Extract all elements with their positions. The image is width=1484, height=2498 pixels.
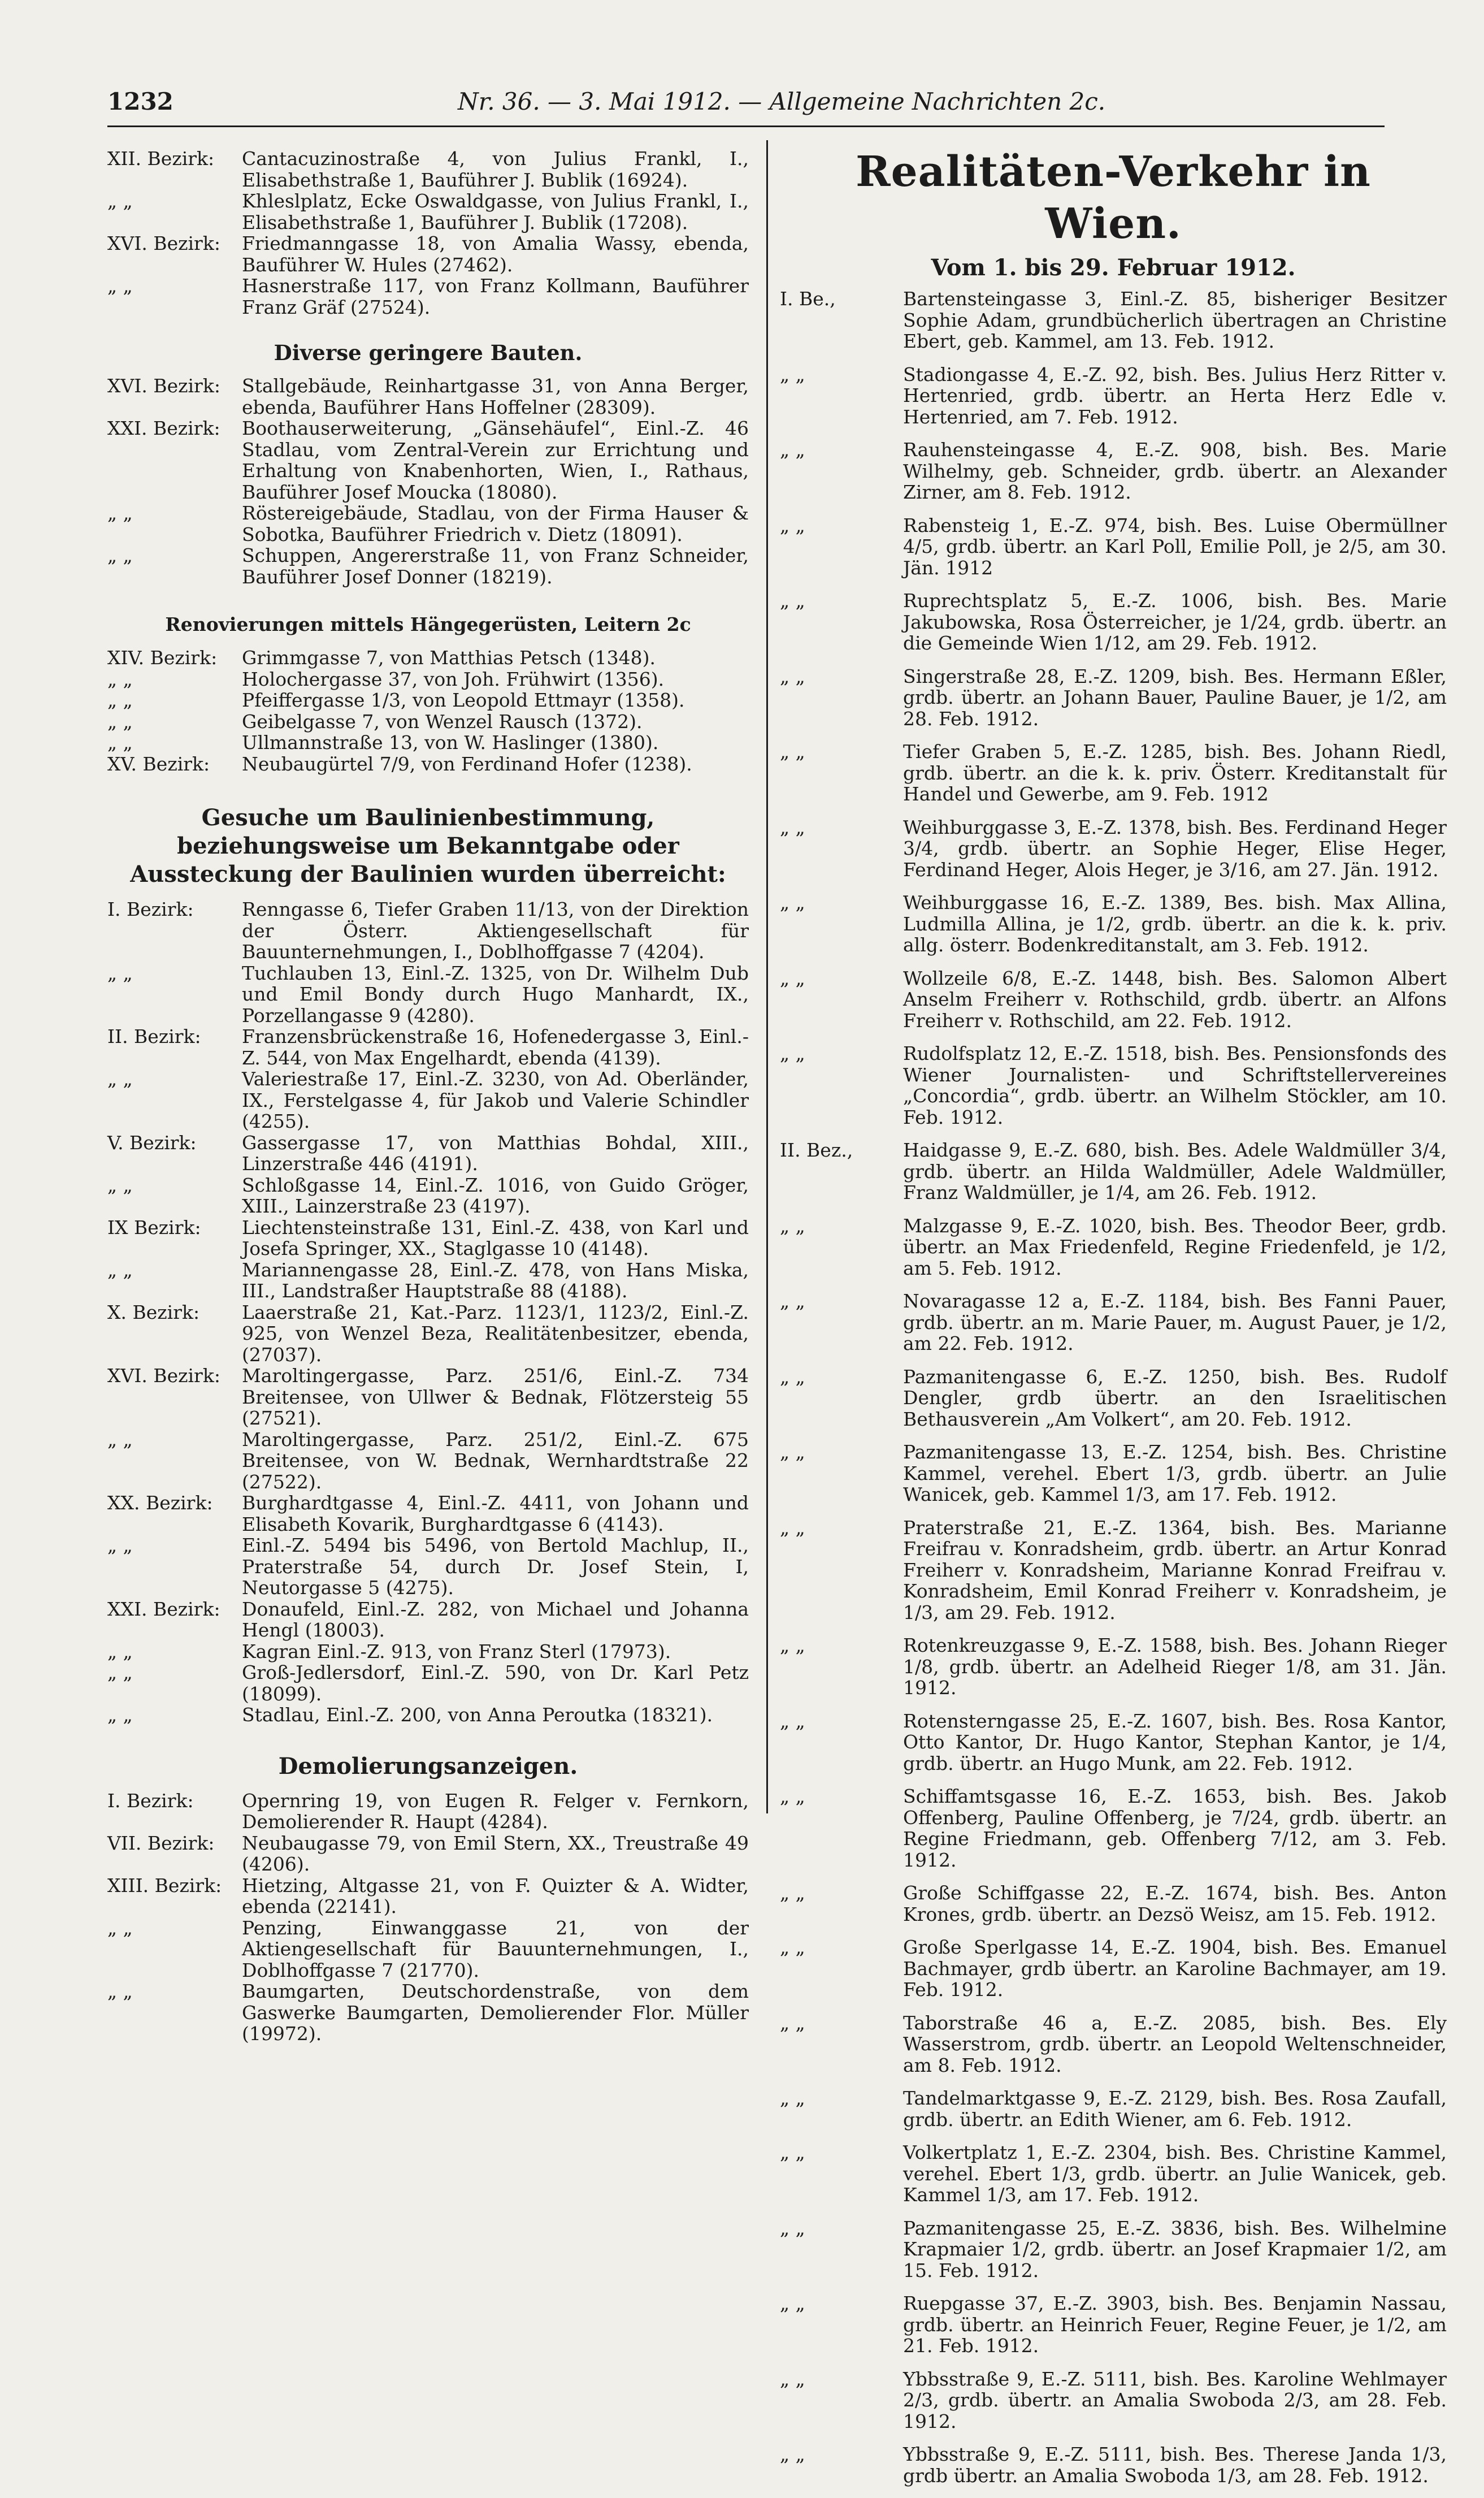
district-label: VII. Bezirk: xyxy=(107,1832,215,1854)
district-label: X. Bezirk: xyxy=(107,1301,200,1323)
entry xyxy=(107,418,749,503)
district-label: „ „ xyxy=(107,1704,133,1726)
entry xyxy=(107,1175,749,1217)
entry xyxy=(107,647,749,669)
entry xyxy=(107,669,749,690)
transfer-list xyxy=(780,288,1447,2486)
list-item xyxy=(780,2142,1447,2206)
district-label: „ „ xyxy=(107,190,133,212)
list-item xyxy=(780,1291,1447,1354)
entries-block-a xyxy=(107,148,749,318)
entry-text: Gassergasse 17, von Matthias Bohdal, XIII., Linzerstraße 446 (4191). xyxy=(242,1131,749,1175)
entry xyxy=(107,1259,749,1302)
district-label: „ „ xyxy=(107,1640,133,1663)
list-item xyxy=(780,2088,1447,2130)
district-label: „ „ xyxy=(107,275,133,297)
district-label: „ „ xyxy=(107,962,133,984)
list-item xyxy=(780,2218,1447,2281)
district-label: „ „ xyxy=(780,665,805,687)
entry xyxy=(107,503,749,545)
entry-text: Tiefer Graben 5, E.-Z. 1285, bish. Bes. Johann Riedl, grdb. übertr. an die k. k. priv. Österr. Kreditanstalt für Handel und Gewerbe, am 9. Feb. 1912 xyxy=(903,741,1447,805)
entry xyxy=(107,1492,749,1535)
entry-text: Pazmanitengasse 6, E.-Z. 1250, bish. Bes. Rudolf Dengler, grdb übertr. an den Israelitischen Bethausverein „Am Volkert“, am 20. Feb. 1912. xyxy=(903,1365,1447,1430)
list-item xyxy=(780,1366,1447,1430)
district-label: XIII. Bezirk: xyxy=(107,1874,222,1897)
right-column xyxy=(780,148,1447,2498)
entry xyxy=(107,1790,749,1833)
entry-text: Rabensteig 1, E.-Z. 974, bish. Bes. Luise Obermüllner 4/5, grdb. übertr. an Karl Poll, Emilie Poll, je 2/5, am 30. Jän. 1912 xyxy=(903,514,1447,579)
page-header xyxy=(107,85,1407,119)
entry xyxy=(107,754,749,775)
section-heading: Gesuche um Baulinienbestimmung, beziehungsweise um Bekanntgabe oder Aussteckung der Baulinien wurden überreicht: xyxy=(130,804,726,887)
entry xyxy=(107,1302,749,1366)
district-label: „ „ xyxy=(107,710,133,733)
district-label: „ „ xyxy=(780,1882,805,1904)
entry-text: Khleslplatz, Ecke Oswaldgasse, von Julius Frankl, I., Elisabethstraße 1, Bauführer J. Bublik (17208). xyxy=(242,190,749,233)
entry-text: Penzing, Einwanggasse 21, von der Aktiengesellschaft für Bauunternehmungen, I., Doblhoffgasse 7 (21770). xyxy=(242,1916,749,1981)
entry xyxy=(107,191,749,233)
entry-text: Franzensbrückenstraße 16, Hofenedergasse 3, Einl.-Z. 544, von Max Engelhardt, ebenda (4139). xyxy=(242,1025,749,1069)
entry-text: Grimmgasse 7, von Matthias Petsch (1348). xyxy=(242,647,656,669)
entry-text: Liechtensteinstraße 131, Einl.-Z. 438, von Karl und Josefa Springer, XX., Staglgasse 10 (4148). xyxy=(242,1216,749,1259)
entry-text: Renngasse 6, Tiefer Graben 11/13, von der Direktion der Österr. Aktiengesellschaft für Bauunternehmungen, I., Doblhoffgasse 7 (4204). xyxy=(242,898,749,963)
list-item xyxy=(780,1786,1447,1871)
entry-text: Neubaugürtel 7/9, von Ferdinand Hofer (1238). xyxy=(242,752,692,775)
district-label: „ „ xyxy=(107,1980,133,2002)
district-label: „ „ xyxy=(107,544,133,566)
district-label: „ „ xyxy=(780,967,805,989)
list-item xyxy=(780,741,1447,805)
district-label: „ „ xyxy=(780,2087,805,2109)
entry xyxy=(107,732,749,754)
entry-text: Malzgasse 9, E.-Z. 1020, bish. Bes. Theodor Beer, grdb. übertr. an Max Friedenfeld, Regine Friedenfeld, je 1/2, am 5. Feb. 1912. xyxy=(903,1214,1447,1279)
list-item xyxy=(780,288,1447,352)
entry-text: Stadlau, Einl.-Z. 200, von Anna Peroutka (18321). xyxy=(242,1704,713,1726)
district-label: „ „ xyxy=(107,1916,133,1939)
entry xyxy=(107,545,749,587)
entry xyxy=(107,1833,749,1875)
district-label: „ „ xyxy=(107,1661,133,1683)
entry-text: Taborstraße 46 a, E.-Z. 2085, bish. Bes. Ely Wasserstrom, grdb. übertr. an Leopold Weltenschneider, am 8. Feb. 1912. xyxy=(903,2011,1447,2076)
district-label: XIV. Bezirk: xyxy=(107,647,218,669)
entry-text: Neubaugasse 79, von Emil Stern, XX., Treustraße 49 (4206). xyxy=(242,1832,749,1875)
entry xyxy=(107,275,749,318)
column-rule xyxy=(766,140,768,1813)
district-label: I. Bezirk: xyxy=(107,898,194,920)
list-item xyxy=(780,590,1447,654)
list-item xyxy=(780,1711,1447,1774)
entry xyxy=(107,1662,749,1704)
district-label: „ „ xyxy=(107,689,133,711)
entry xyxy=(107,1535,749,1599)
district-label: „ „ xyxy=(780,514,805,536)
district-label: XXI. Bezirk: xyxy=(107,417,220,439)
section-heading: Renovierungen mittels Hängegerüsten, Leitern 2c xyxy=(165,613,691,635)
entry xyxy=(107,1068,749,1132)
entry xyxy=(107,711,749,733)
list-item xyxy=(780,1882,1447,1925)
entries-block-c xyxy=(107,647,749,774)
entry-text: Große Sperlgasse 14, E.-Z. 1904, bish. Bes. Emanuel Bachmayer, grdb übertr. an Karoline Bachmayer, am 19. Feb. 1912. xyxy=(903,1936,1447,2001)
list-item xyxy=(780,892,1447,956)
district-label: XX. Bezirk: xyxy=(107,1492,213,1514)
entry xyxy=(107,1365,749,1429)
district-label: „ „ xyxy=(107,1258,133,1281)
entry-text: Valeriestraße 17, Einl.-Z. 3230, von Ad. Oberländer, IX., Ferstelgasse 4, für Jakob und Valerie Schindler (4255). xyxy=(242,1068,749,1132)
entry-text: Stallgebäude, Reinhartgasse 31, von Anna Berger, ebenda, Bauführer Hans Hoffelner (28309). xyxy=(242,375,749,418)
entry-text: Rotensterngasse 25, E.-Z. 1607, bish. Bes. Rosa Kantor, Otto Kantor, Dr. Hugo Kantor, Stephan Kantor, je 1/4, grdb. übertr. an Hugo Munk, am 22. Feb. 1912. xyxy=(903,1709,1447,1774)
entry-text: Bartensteingasse 3, Einl.-Z. 85, bisheriger Besitzer Sophie Adam, grundbücherlich übertragen an Christine Ebert, geb. Kammel, am 13. Feb. 1912. xyxy=(903,288,1447,352)
district-label: „ „ xyxy=(780,1441,805,1463)
entry-text: Holochergasse 37, von Joh. Frühwirt (1356). xyxy=(242,668,665,690)
entry-text: Singerstraße 28, E.-Z. 1209, bish. Bes. Hermann Eßler, grdb. übertr. an Johann Bauer, Pauline Bauer, je 1/2, am 28. Feb. 1912. xyxy=(903,665,1447,730)
district-label: „ „ xyxy=(780,439,805,461)
district-label: „ „ xyxy=(780,1936,805,1958)
entry-text: Weihburggasse 3, E.-Z. 1378, bish. Bes. Ferdinand Heger 3/4, grdb. übertr. an Sophie Heger, Elise Heger, Ferdinand Heger, Alois Heger, je 3/16, am 27. Jän. 1912. xyxy=(903,816,1447,881)
entry xyxy=(107,148,749,191)
district-label: „ „ xyxy=(780,2367,805,2390)
entry-text: Friedmanngasse 18, von Amalia Wassy, ebenda, Bauführer W. Hules (27462). xyxy=(242,232,749,276)
list-item xyxy=(780,666,1447,730)
entry-text: Pazmanitengasse 25, E.-Z. 3836, bish. Bes. Wilhelmine Krapmaier 1/2, grdb. übertr. an Josef Krapmaier 1/2, am 15. Feb. 1912. xyxy=(903,2216,1447,2281)
entry-text: Haidgasse 9, E.-Z. 680, bish. Bes. Adele Waldmüller 3/4, grdb. übertr. an Hilda Waldmüller, Adele Waldmüller, Franz Waldmüller, je 1/4, am 26. Feb. 1912. xyxy=(903,1139,1447,1203)
district-label: „ „ xyxy=(107,668,133,690)
entry-text: Röstereigebäude, Stadlau, von der Firma Hauser & Sobotka, Bauführer Friedrich v. Dietz (18091). xyxy=(242,502,749,546)
entry-text: Burghardtgasse 4, Einl.-Z. 4411, von Johann und Elisabeth Kovarik, Burghardtgasse 6 (4143). xyxy=(242,1492,749,1535)
district-label: „ „ xyxy=(780,1290,805,1312)
entry-text: Ybbsstraße 9, E.-Z. 5111, bish. Bes. Karoline Wehlmayer 2/3, grdb. übertr. an Amalia Swoboda 2/3, am 28. Feb. 1912. xyxy=(903,2367,1447,2432)
district-label: „ „ xyxy=(780,816,805,838)
page-number: 1232 xyxy=(107,88,173,115)
district-label: XII. Bezirk: xyxy=(107,148,215,170)
list-item xyxy=(780,439,1447,503)
section-subtitle: Vom 1. bis 29. Februar 1912. xyxy=(931,254,1296,281)
list-item xyxy=(780,515,1447,579)
entry-text: Wollzeile 6/8, E.-Z. 1448, bish. Bes. Salomon Albert Anselm Freiherr v. Rothschild, grdb. übertr. an Alfons Freiherr v. Rothschild, am 22. Feb. 1912. xyxy=(903,967,1447,1032)
entry xyxy=(107,899,749,963)
district-label: „ „ xyxy=(107,502,133,524)
entry-text: Kagran Einl.-Z. 913, von Franz Sterl (17973). xyxy=(242,1640,671,1663)
entry-text: Ybbsstraße 9, E.-Z. 5111, bish. Bes. Therese Janda 1/3, grdb übertr. an Amalia Swoboda 1/3, am 28. Feb. 1912. xyxy=(903,2443,1447,2487)
entry-text: Hietzing, Altgasse 21, von F. Quizter & A. Widter, ebenda (22141). xyxy=(242,1874,749,1917)
district-label: „ „ xyxy=(780,1365,805,1388)
district-label: „ „ xyxy=(780,2292,805,2314)
header-rule xyxy=(107,125,1385,127)
list-item xyxy=(780,1215,1447,1279)
entry-text: Maroltingergasse, Parz. 251/2, Einl.-Z. 675 Breitensee, von W. Bednak, Wernhardtstraße 22 (27522). xyxy=(242,1428,749,1493)
entry-text: Rauhensteingasse 4, E.-Z. 908, bish. Bes. Marie Wilhelmy, geb. Schneider, grdb. übertr. an Alexander Zirner, am 8. Feb. 1912. xyxy=(903,439,1447,503)
left-column xyxy=(107,148,749,2045)
district-label: „ „ xyxy=(780,363,805,386)
district-label: „ „ xyxy=(780,1516,805,1539)
district-label: „ „ xyxy=(780,1634,805,1656)
district-label: XVI. Bezirk: xyxy=(107,375,220,397)
entry xyxy=(107,1704,749,1726)
entry-text: Opernring 19, von Eugen R. Felger v. Fernkorn, Demolierender R. Haupt (4284). xyxy=(242,1789,749,1833)
entry-text: Stadiongasse 4, E.-Z. 92, bish. Bes. Julius Herz Ritter v. Hertenried, grdb. übertr. an Herta Herz Edle v. Hertenried, am 7. Feb. 1912. xyxy=(903,363,1447,428)
entry-text: Groß-Jedlersdorf, Einl.-Z. 590, von Dr. Karl Petz (18099). xyxy=(242,1661,749,1705)
section-heading: Diverse geringere Bauten. xyxy=(274,340,583,365)
list-item xyxy=(780,817,1447,881)
list-item xyxy=(780,364,1447,428)
district-label: XVI. Bezirk: xyxy=(107,1365,220,1387)
entry-text: Große Schiffgasse 22, E.-Z. 1674, bish. Bes. Anton Krones, grdb. übertr. an Dezsö Weisz, am 15. Feb. 1912. xyxy=(903,1882,1447,1925)
entry-text: Pfeiffergasse 1/3, von Leopold Ettmayr (1358). xyxy=(242,689,685,711)
district-label: „ „ xyxy=(107,731,133,754)
entry xyxy=(107,1132,749,1175)
entry-text: Ullmannstraße 13, von W. Haslinger (1380). xyxy=(242,731,659,754)
entry-text: Rotenkreuzgasse 9, E.-Z. 1588, bish. Bes. Johann Rieger 1/8, grdb. übertr. an Adelheid Rieger 1/8, am 31. Jän. 1912. xyxy=(903,1634,1447,1699)
entry xyxy=(107,1217,749,1259)
list-item xyxy=(780,968,1447,1032)
entry xyxy=(107,1875,749,1917)
entry xyxy=(107,1599,749,1641)
list-item xyxy=(780,1441,1447,1505)
entries-block-d xyxy=(107,899,749,1726)
entry-text: Ruepgasse 37, E.-Z. 3903, bish. Bes. Benjamin Nassau, grdb. übertr. an Heinrich Feuer, Regine Feuer, je 1/2, am 21. Feb. 1912. xyxy=(903,2292,1447,2357)
entry-text: Ruprechtsplatz 5, E.-Z. 1006, bish. Bes. Marie Jakubowska, Rosa Österreicher, je 1/24, grdb. übertr. an die Gemeinde Wien 1/12, am 29. Feb. 1912. xyxy=(903,590,1447,654)
entry-text: Mariannengasse 28, Einl.-Z. 478, von Hans Miska, III., Landstraßer Hauptstraße 88 (4188). xyxy=(242,1258,749,1302)
entry-text: Donaufeld, Einl.-Z. 282, von Michael und Johanna Hengl (18003). xyxy=(242,1597,749,1641)
list-item xyxy=(780,1043,1447,1128)
entry-text: Praterstraße 21, E.-Z. 1364, bish. Bes. Marianne Freifrau v. Konradsheim, grdb. übertr. an Artur Konrad Freiherr v. Konradsheim, Marianne Konrad Freifrau v. Konradsheim, Emil Konrad Freiherr v. Konradsheim, je 1/3, am 29. Feb. 1912. xyxy=(903,1516,1447,1624)
list-item xyxy=(780,2012,1447,2076)
district-label: „ „ xyxy=(780,1042,805,1064)
district-label: „ „ xyxy=(780,2011,805,2034)
list-item xyxy=(780,2444,1447,2486)
section-heading: Demolierungsanzeigen. xyxy=(278,1752,578,1780)
entry-text: Schiffamtsgasse 16, E.-Z. 1653, bish. Bes. Jakob Offenberg, Pauline Offenberg, je 7/24, grdb. übertr. an Regine Friedmann, geb. Offenberg 7/12, am 3. Feb. 1912. xyxy=(903,1785,1447,1871)
district-label: V. Bezirk: xyxy=(107,1131,197,1154)
entry-text: Cantacuzinostraße 4, von Julius Frankl, I., Elisabethstraße 1, Bauführer J. Bublik (16924). xyxy=(242,148,749,191)
district-label: II. Bezirk: xyxy=(107,1025,201,1047)
list-item xyxy=(780,1937,1447,2001)
list-item xyxy=(780,2293,1447,2357)
entry xyxy=(107,1641,749,1663)
district-label: XXI. Bezirk: xyxy=(107,1597,220,1620)
list-item xyxy=(780,1140,1447,1203)
district-label: „ „ xyxy=(780,1785,805,1807)
entry-text: Maroltingergasse, Parz. 251/6, Einl.-Z. 734 Breitensee, von Ullwer & Bednak, Flötzersteig 55 (27521). xyxy=(242,1365,749,1429)
entry xyxy=(107,963,749,1027)
entry-text: Tandelmarktgasse 9, E.-Z. 2129, bish. Bes. Rosa Zaufall, grdb. übertr. an Edith Wiener, am 6. Feb. 1912. xyxy=(903,2087,1447,2131)
district-label: XVI. Bezirk: xyxy=(107,232,220,254)
district-label: I. Be., xyxy=(780,288,836,310)
section-title: Realitäten-Verkehr in Wien. xyxy=(856,148,1371,248)
district-label: „ „ xyxy=(780,2443,805,2465)
entry xyxy=(107,1026,749,1068)
list-item xyxy=(780,1635,1447,1699)
entry-text: Baumgarten, Deutschordenstraße, von dem Gaswerke Baumgarten, Demolierender Flor. Müller (19972). xyxy=(242,1980,749,2045)
district-label: „ „ xyxy=(107,1428,133,1451)
entry-text: Weihburggasse 16, E.-Z. 1389, Bes. bish. Max Allina, Ludmilla Allina, je 1/2, grdb. übertr. an die k. k. priv. allg. österr. Bodenkreditanstalt, am 3. Feb. 1912. xyxy=(903,891,1447,956)
entry xyxy=(107,1981,749,2045)
district-label: „ „ xyxy=(780,741,805,763)
district-label: „ „ xyxy=(780,590,805,612)
entry-text: Laaerstraße 21, Kat.-Parz. 1123/1, 1123/2, Einl.-Z. 925, von Wenzel Beza, Realitätenbesitzer, ebenda, (27037). xyxy=(242,1301,749,1366)
district-label: II. Bez., xyxy=(780,1139,853,1161)
entry-text: Schloßgasse 14, Einl.-Z. 1016, von Guido Gröger, XIII., Lainzerstraße 23 (4197). xyxy=(242,1174,749,1217)
district-label: „ „ xyxy=(780,2216,805,2239)
district-label: IX Bezirk: xyxy=(107,1216,201,1239)
entries-block-e xyxy=(107,1790,749,2045)
entries-block-b xyxy=(107,375,749,587)
entry xyxy=(107,690,749,711)
entry xyxy=(107,1429,749,1493)
entry-text: Hasnerstraße 117, von Franz Kollmann, Bauführer Franz Gräf (27524). xyxy=(242,275,749,318)
district-label: „ „ xyxy=(107,1174,133,1196)
entry-text: Einl.-Z. 5494 bis 5496, von Bertold Machlup, II., Praterstraße 54, durch Dr. Josef Stein, I, Neutorgasse 5 (4275). xyxy=(242,1534,749,1599)
entry xyxy=(107,375,749,418)
district-label: „ „ xyxy=(107,1068,133,1090)
entry-text: Boothauserweiterung, „Gänsehäufel“, Einl.-Z. 46 Stadlau, vom Zentral-Verein zur Errichtung und Erhaltung von Knabenhorten, Wien, I., Rathaus, Bauführer Josef Moucka (18080). xyxy=(242,417,749,503)
district-label: „ „ xyxy=(780,891,805,914)
district-label: I. Bezirk: xyxy=(107,1789,194,1812)
entry-text: Schuppen, Angererstraße 11, von Franz Schneider, Bauführer Josef Donner (18219). xyxy=(242,544,749,588)
entry-text: Tuchlauben 13, Einl.-Z. 1325, von Dr. Wilhelm Dub und Emil Bondy durch Hugo Manhardt, IX., Porzellangasse 9 (4280). xyxy=(242,962,749,1027)
district-label: XV. Bezirk: xyxy=(107,752,210,775)
district-label: „ „ xyxy=(780,1709,805,1732)
entry-text: Volkertplatz 1, E.-Z. 2304, bish. Bes. Christine Kammel, verehel. Ebert 1/3, grdb. übertr. an Julie Wanicek, geb. Kammel 1/3, am 17. Feb. 1912. xyxy=(903,2141,1447,2206)
entry-text: Geibelgasse 7, von Wenzel Rausch (1372). xyxy=(242,710,643,733)
list-item xyxy=(780,2369,1447,2432)
entry-text: Novaragasse 12 a, E.-Z. 1184, bish. Bes Fanni Pauer, grdb. übertr. an m. Marie Pauer, m. August Pauer, je 1/2, am 22. Feb. 1912. xyxy=(903,1290,1447,1354)
district-label: „ „ xyxy=(780,2141,805,2163)
entry xyxy=(107,233,749,275)
entry-text: Pazmanitengasse 13, E.-Z. 1254, bish. Bes. Christine Kammel, verehel. Ebert 1/3, grdb. übertr. an Julie Wanicek, geb. Kammel 1/3, am 17. Feb. 1912. xyxy=(903,1441,1447,1505)
district-label: „ „ xyxy=(107,1534,133,1556)
running-title: Nr. 36. — 3. Mai 1912. — Allgemeine Nachrichten 2c. xyxy=(458,88,1106,115)
district-label: „ „ xyxy=(780,1214,805,1237)
entry-text: Rudolfsplatz 12, E.-Z. 1518, bish. Bes. Pensionsfonds des Wiener Journalisten- und Schriftstellervereines „Concordia“, grdb. übertr. an Wilhelm Stöckler, am 10. Feb. 1912. xyxy=(903,1042,1447,1128)
list-item xyxy=(780,1517,1447,1624)
entry xyxy=(107,1917,749,1981)
